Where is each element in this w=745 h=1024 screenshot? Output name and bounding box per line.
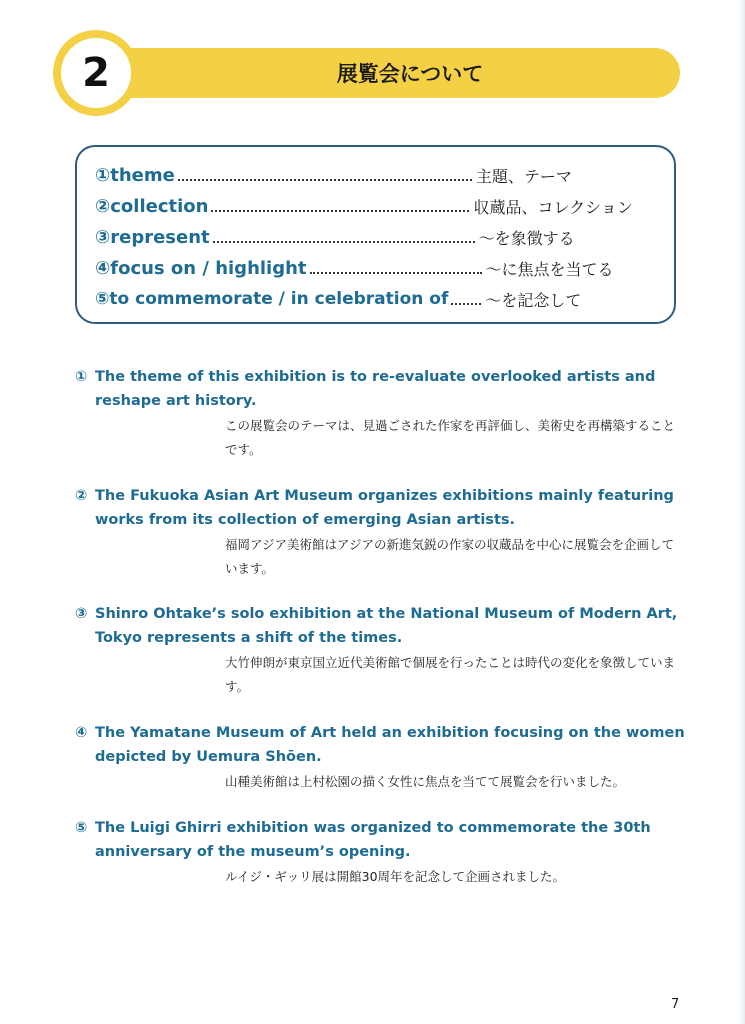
dot-leader [451,303,481,305]
sentence-english: ② The Fukuoka Asian Art Museum organizes exhibitions mainly featuring works from its collection of emerging Asian artists. [75,484,695,532]
vocab-meaning: 収蔵品、コレクション [473,197,633,217]
sentence-japanese: 山種美術館は上村松園の描く女性に焦点を当てて展覧会を行いました。 [225,774,626,789]
example-sentence [75,484,695,581]
example-sentence [75,365,695,462]
vocab-meaning: ～を象徴する [478,228,575,248]
vocab-item [95,255,655,281]
dot-leader [310,272,482,274]
sentence-marker: ⑤ [75,820,88,836]
sentence-japanese: 大竹伸朗が東京国立近代美術館で個展を行ったことは時代の変化を象徴しています。 [225,655,676,694]
sentence-marker: ① [75,369,88,385]
dot-leader [211,210,469,212]
example-sentence [75,602,695,699]
sentence-marker: ④ [75,725,88,741]
vocab-term: ①theme [95,164,175,186]
sentence-japanese: ルイジ・ギッリ展は開館30周年を記念して企画されました。 [225,869,566,884]
sentence-japanese: この展覧会のテーマは、見過ごされた作家を再評価し、美術史を再構築することです。 [225,418,676,457]
sentence-english: ③ Shinro Ohtake’s solo exhibition at the National Museum of Modern Art, Tokyo represents a shift of the times. [75,602,695,650]
example-sentence [75,816,695,889]
vocab-item [95,286,655,312]
section-title: 展覧会について [336,62,484,86]
vocab-item [95,193,655,219]
page-edge-shadow [739,0,745,1024]
dot-leader [178,179,472,181]
sentence-japanese: 福岡アジア美術館はアジアの新進気鋭の作家の収蔵品を中心に展覧会を企画しています。 [225,537,675,576]
vocab-meaning: 主題、テーマ [475,166,572,186]
section-number: 2 [61,38,131,108]
vocab-term: ③represent [95,226,210,248]
vocab-item [95,224,655,250]
vocab-meaning: ～に焦点を当てる [485,259,614,279]
vocab-meaning: ～を記念して [485,290,582,310]
vocab-term: ④focus on / highlight [95,257,307,279]
example-sentence [75,721,695,794]
sentence-english: ⑤ The Luigi Ghirri exhibition was organized to commemorate the 30th anniversary of the museum’s opening. [75,816,695,864]
vocab-item [95,162,655,188]
sentence-english: ① The theme of this exhibition is to re-evaluate overlooked artists and reshape art history. [75,365,695,413]
page-number: 7 [671,997,680,1012]
sentence-marker: ② [75,488,88,504]
sentence-marker: ③ [75,606,88,622]
vocab-term: ⑤to commemorate / in celebration of [95,289,449,309]
dot-leader [213,241,475,243]
sentence-english: ④ The Yamatane Museum of Art held an exhibition focusing on the women depicted by Uemura Shōen. [75,721,695,769]
vocab-term: ②collection [95,195,209,217]
